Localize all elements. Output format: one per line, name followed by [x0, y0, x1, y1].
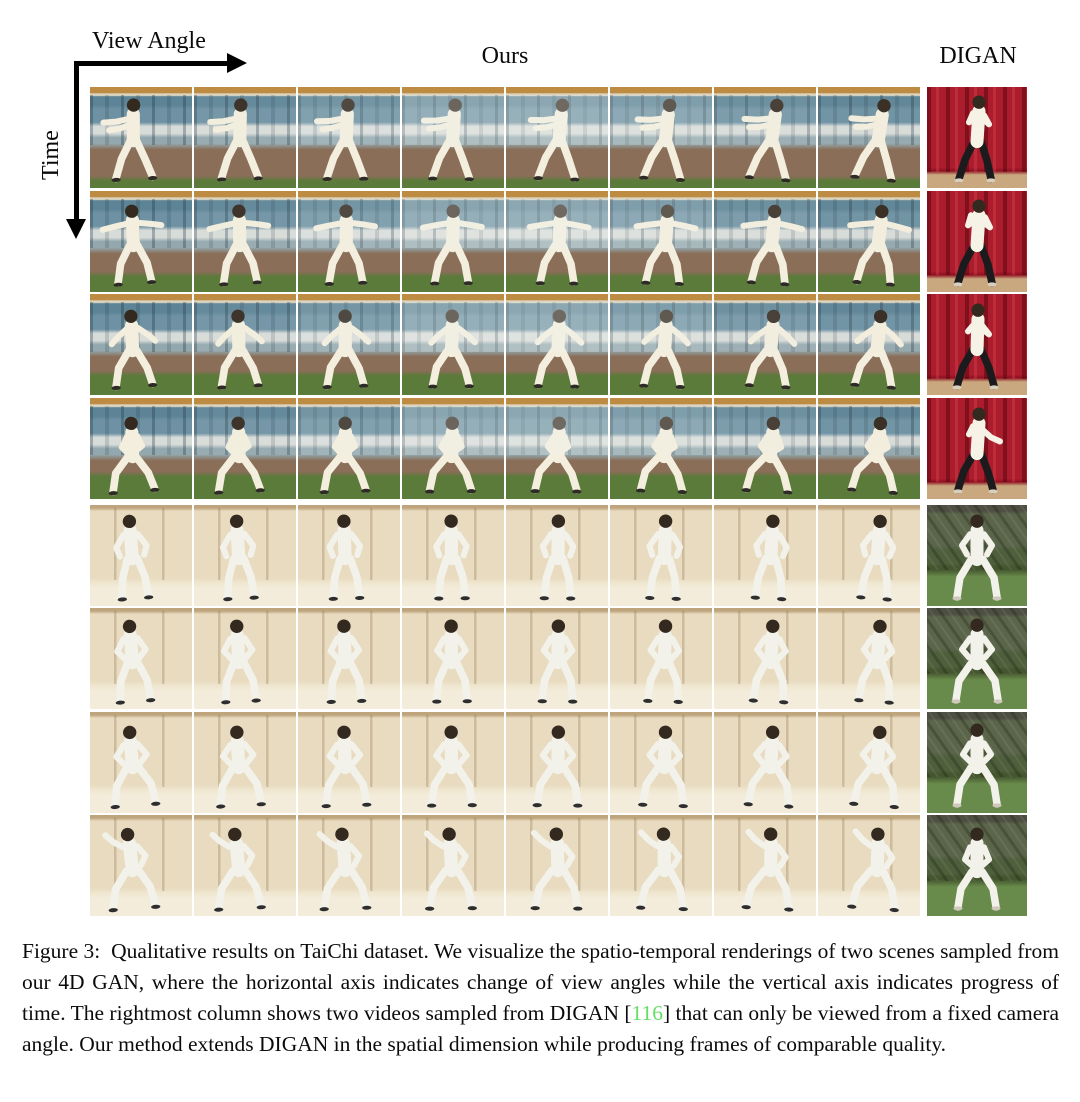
citation-link[interactable]: 116 — [631, 1001, 663, 1025]
scene1-digan-frame-3 — [927, 294, 1027, 395]
scene1-ours-frame-r4c4 — [402, 398, 504, 499]
taichi-person — [927, 505, 1027, 606]
scene1-ours-frame-r3c8 — [818, 294, 920, 395]
taichi-person — [194, 294, 292, 395]
taichi-person — [612, 608, 711, 709]
scene2-ours-frame-r4c5 — [506, 815, 608, 916]
scene2-ours-frame-r3c6 — [610, 712, 712, 813]
scene1-ours-frame-r3c4 — [402, 294, 504, 395]
taichi-person — [90, 191, 187, 292]
taichi-person — [612, 712, 711, 813]
scene1-digan-column — [927, 87, 1027, 499]
scene2-ours-frame-r4c7 — [714, 815, 816, 916]
scene2-ours-frame-r1c8 — [818, 505, 920, 606]
taichi-person — [927, 712, 1027, 813]
scene2-digan-column — [927, 505, 1027, 917]
taichi-person — [927, 294, 1027, 395]
scene1-ours-frame-r2c5 — [506, 191, 608, 292]
taichi-person — [194, 87, 292, 188]
scene1-ours-frame-r1c7 — [714, 87, 816, 188]
taichi-person — [507, 191, 608, 292]
taichi-person — [402, 712, 503, 813]
taichi-person — [298, 294, 397, 395]
scene2-digan-frame-1 — [927, 505, 1027, 606]
scene1-digan-frame-2 — [927, 191, 1027, 292]
scene2-ours-frame-r2c8 — [818, 608, 920, 709]
taichi-person — [298, 87, 397, 188]
scene1-ours-frame-r4c1 — [90, 398, 192, 499]
scene1-ours-frame-r1c3 — [298, 87, 400, 188]
taichi-person — [717, 608, 815, 709]
taichi-person — [823, 294, 920, 395]
taichi-person — [402, 191, 503, 292]
taichi-person — [507, 505, 608, 606]
taichi-person — [717, 398, 815, 499]
taichi-person — [298, 608, 397, 709]
taichi-person — [927, 608, 1027, 709]
taichi-person — [90, 712, 187, 813]
figure-image-grid — [90, 87, 1027, 922]
caption-text: ] that can only be viewed from a fixed camera angle. Our method extends DIGAN in the spatial dimension while producing frames of comparable quality. — [22, 1001, 1059, 1056]
taichi-person — [507, 87, 608, 188]
taichi-person — [194, 815, 292, 916]
taichi-person — [194, 712, 292, 813]
scene2-ours-grid — [90, 505, 920, 917]
scene1-ours-grid — [90, 87, 920, 499]
scene2-ours-frame-r2c1 — [90, 608, 192, 709]
taichi-person — [90, 398, 187, 499]
scene2-ours-frame-r2c2 — [194, 608, 296, 709]
scene1-ours-frame-r3c3 — [298, 294, 400, 395]
taichi-person — [402, 87, 503, 188]
scene2-ours-frame-r2c3 — [298, 608, 400, 709]
scene1-ours-frame-r4c7 — [714, 398, 816, 499]
scene2-ours-frame-r1c3 — [298, 505, 400, 606]
scene2-ours-frame-r3c8 — [818, 712, 920, 813]
scene2-ours-frame-r4c1 — [90, 815, 192, 916]
taichi-person — [90, 815, 187, 916]
scene2-digan-frame-3 — [927, 712, 1027, 813]
scene1-block — [90, 87, 1027, 499]
scene2-digan-frame-4 — [927, 815, 1027, 916]
taichi-person — [717, 294, 815, 395]
view-angle-axis-label: View Angle — [92, 28, 206, 54]
scene2-ours-frame-r2c7 — [714, 608, 816, 709]
taichi-person — [612, 505, 711, 606]
taichi-person — [717, 191, 815, 292]
scene1-ours-frame-r2c4 — [402, 191, 504, 292]
taichi-person — [927, 398, 1027, 499]
scene1-ours-frame-r1c2 — [194, 87, 296, 188]
scene1-ours-frame-r3c1 — [90, 294, 192, 395]
scene2-ours-frame-r2c4 — [402, 608, 504, 709]
taichi-person — [402, 815, 503, 916]
taichi-person — [90, 505, 187, 606]
taichi-person — [823, 712, 920, 813]
scene1-ours-frame-r2c1 — [90, 191, 192, 292]
scene1-ours-frame-r3c5 — [506, 294, 608, 395]
scene1-ours-frame-r2c8 — [818, 191, 920, 292]
taichi-person — [507, 294, 608, 395]
taichi-person — [823, 191, 920, 292]
scene1-ours-frame-r1c6 — [610, 87, 712, 188]
scene1-ours-frame-r4c6 — [610, 398, 712, 499]
scene1-digan-frame-4 — [927, 398, 1027, 499]
taichi-person — [823, 608, 920, 709]
taichi-person — [717, 712, 815, 813]
scene1-ours-frame-r3c2 — [194, 294, 296, 395]
scene1-ours-frame-r1c4 — [402, 87, 504, 188]
taichi-person — [298, 505, 397, 606]
taichi-person — [298, 712, 397, 813]
taichi-person — [927, 191, 1027, 292]
time-arrow-line — [74, 61, 79, 220]
scene2-ours-frame-r3c4 — [402, 712, 504, 813]
scene1-ours-frame-r1c8 — [818, 87, 920, 188]
taichi-person — [612, 398, 711, 499]
time-axis-label: Time — [38, 130, 64, 180]
scene2-ours-frame-r3c3 — [298, 712, 400, 813]
scene2-ours-frame-r1c7 — [714, 505, 816, 606]
scene2-ours-frame-r3c2 — [194, 712, 296, 813]
scene2-ours-frame-r1c5 — [506, 505, 608, 606]
scene1-ours-frame-r1c1 — [90, 87, 192, 188]
scene1-ours-frame-r4c3 — [298, 398, 400, 499]
taichi-person — [507, 608, 608, 709]
scene1-ours-frame-r2c3 — [298, 191, 400, 292]
ours-column-header: Ours — [481, 43, 529, 69]
scene1-ours-frame-r2c7 — [714, 191, 816, 292]
taichi-person — [90, 608, 187, 709]
scene2-ours-frame-r4c4 — [402, 815, 504, 916]
scene2-ours-frame-r3c5 — [506, 712, 608, 813]
scene2-ours-frame-r1c4 — [402, 505, 504, 606]
taichi-person — [402, 294, 503, 395]
scene1-ours-frame-r1c5 — [506, 87, 608, 188]
scene1-ours-frame-r3c7 — [714, 294, 816, 395]
taichi-person — [717, 505, 815, 606]
taichi-person — [612, 294, 711, 395]
taichi-person — [194, 398, 292, 499]
scene2-ours-frame-r1c2 — [194, 505, 296, 606]
scene2-ours-frame-r4c3 — [298, 815, 400, 916]
scene1-ours-frame-r3c6 — [610, 294, 712, 395]
taichi-person — [717, 87, 815, 188]
taichi-person — [612, 87, 711, 188]
scene2-ours-frame-r4c6 — [610, 815, 712, 916]
scene2-block — [90, 505, 1027, 917]
scene1-ours-frame-r4c2 — [194, 398, 296, 499]
taichi-person — [298, 398, 397, 499]
scene1-ours-frame-r4c5 — [506, 398, 608, 499]
time-arrow-head-icon — [66, 219, 86, 239]
figure-caption — [22, 936, 1059, 1060]
taichi-person — [612, 191, 711, 292]
taichi-person — [194, 608, 292, 709]
taichi-person — [927, 87, 1027, 188]
scene2-ours-frame-r2c6 — [610, 608, 712, 709]
caption-text: Figure 3: Qualitative results on TaiChi dataset. We visualize the spatio-temporal renderings of two scenes sampled from our 4D GAN, where the horizontal axis indicates change of view angles while the vertical axis indicates progress of time. The rightmost column shows two videos sampled from DIGAN [ — [22, 939, 1059, 1025]
scene2-digan-frame-2 — [927, 608, 1027, 709]
taichi-person — [194, 505, 292, 606]
taichi-person — [90, 87, 187, 188]
taichi-person — [402, 505, 503, 606]
taichi-person — [823, 398, 920, 499]
taichi-person — [194, 191, 292, 292]
scene2-ours-frame-r2c5 — [506, 608, 608, 709]
taichi-person — [612, 815, 711, 916]
scene1-ours-frame-r2c6 — [610, 191, 712, 292]
taichi-person — [90, 294, 187, 395]
taichi-person — [298, 191, 397, 292]
taichi-person — [507, 815, 608, 916]
scene2-ours-frame-r4c8 — [818, 815, 920, 916]
taichi-person — [298, 815, 397, 916]
scene1-ours-frame-r4c8 — [818, 398, 920, 499]
taichi-person — [507, 398, 608, 499]
taichi-person — [717, 815, 815, 916]
digan-column-header: DIGAN — [939, 43, 1017, 69]
taichi-person — [507, 712, 608, 813]
scene2-ours-frame-r3c7 — [714, 712, 816, 813]
scene1-digan-frame-1 — [927, 87, 1027, 188]
taichi-person — [823, 505, 920, 606]
taichi-person — [927, 815, 1027, 916]
scene1-ours-frame-r2c2 — [194, 191, 296, 292]
scene2-ours-frame-r1c6 — [610, 505, 712, 606]
taichi-person — [402, 398, 503, 499]
scene2-ours-frame-r3c1 — [90, 712, 192, 813]
taichi-person — [823, 815, 920, 916]
scene2-ours-frame-r4c2 — [194, 815, 296, 916]
taichi-person — [823, 87, 920, 188]
taichi-person — [402, 608, 503, 709]
scene2-ours-frame-r1c1 — [90, 505, 192, 606]
